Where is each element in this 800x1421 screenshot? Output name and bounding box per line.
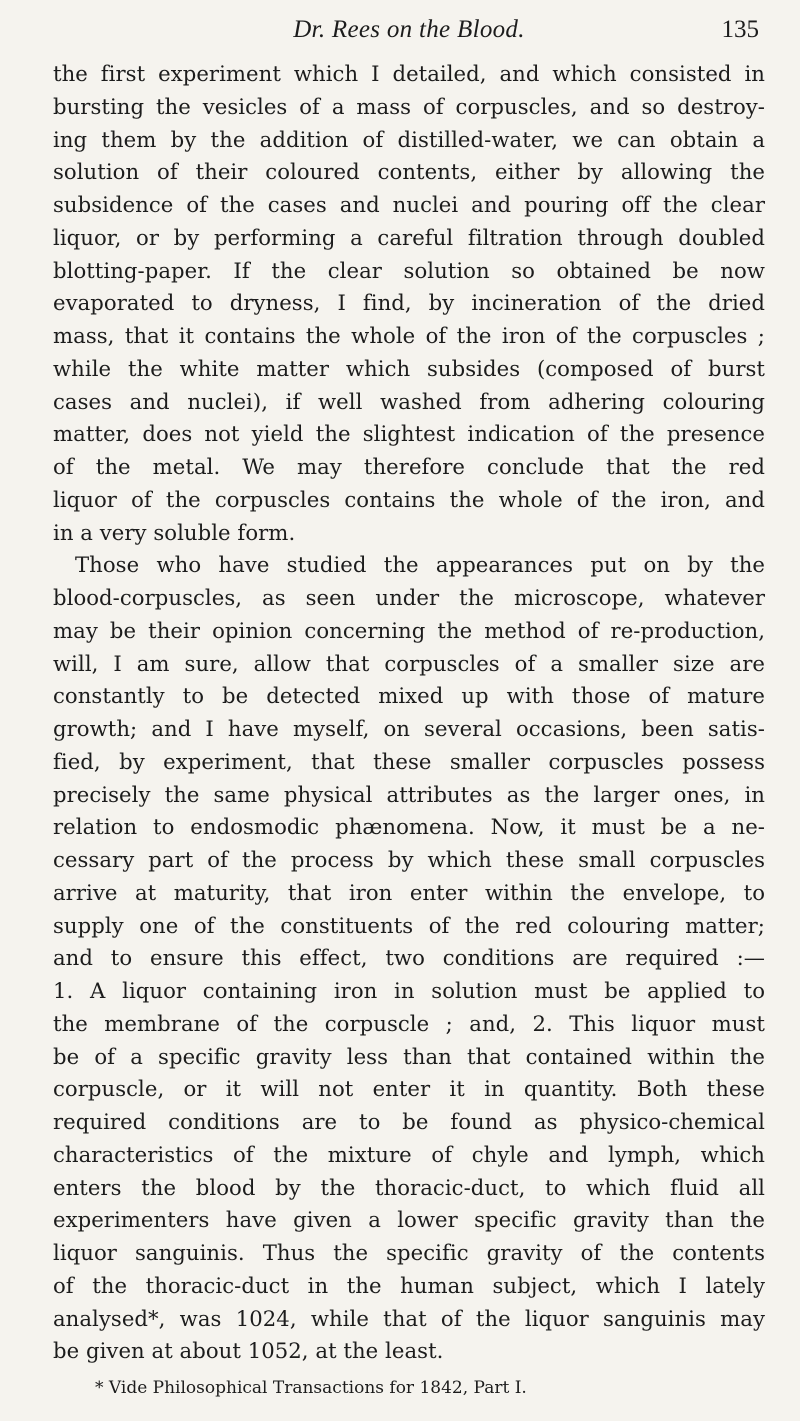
text-line: ing them by the addition of distilled-water, we can obtain a [53,126,765,152]
text-line: may be their opinion concerning the method of re-production, [53,617,765,643]
text-line: matter, does not yield the slightest indication of the presence [53,421,765,447]
text-line: blood-corpuscles, as seen under the microscope, whatever [53,585,765,610]
text-line: subsidence of the cases and nuclei and pouring off the clear [53,192,765,217]
text-line: cessary part of the process by which these small corpuscles [53,847,765,872]
text-line: relation to endosmodic phænomena. Now, it must be a ne- [53,814,765,840]
text-line: the first experiment which I detailed, and which consisted in [53,61,765,86]
text-line: while the white matter which subsides (composed of burst [53,355,765,381]
text-line: liquor, or by performing a careful filtration through doubled [53,224,765,250]
page-number: 135 [721,16,759,43]
text-line: of the thoracic-duct in the human subject, which I lately [53,1272,765,1298]
paragraph-end-line: be given at about 1052, at the least. [53,1338,444,1364]
text-line: analysed*, was 1024, while that of the liquor sanguinis may [53,1305,765,1331]
text-line: be of a specific gravity less than that contained within the [53,1043,765,1069]
text-line: required conditions are to be found as physico-chemical [53,1109,765,1134]
text-line: evaporated to dryness, I find, by incineration of the dried [53,290,765,316]
text-line: supply one of the constituents of the red colouring matter; [53,912,765,938]
text-line: characteristics of the mixture of chyle and lymph, which [53,1141,765,1167]
text-line: cases and nuclei), if well washed from adhering colouring [53,388,765,414]
text-line: bursting the vesicles of a mass of corpuscles, and so destroy- [53,93,765,119]
text-line: 1. A liquor containing iron in solution must be applied to [53,978,765,1003]
text-line: corpuscle, or it will not enter it in quantity. Both these [53,1076,765,1102]
paragraph-start-line: Those who have studied the appearances put on by the [75,552,765,578]
text-line: growth; and I have myself, on several occasions, been satis- [53,716,765,741]
running-title: Dr. Rees on the Blood. [293,16,525,43]
text-line: experimenters have given a lower specific gravity than the [53,1207,765,1233]
page [53,0,765,1400]
text-line: constantly to be detected mixed up with those of mature [53,683,765,709]
text-line: will, I am sure, allow that corpuscles of a smaller size are [53,650,765,676]
text-line: blotting-paper. If the clear solution so obtained be now [53,257,765,283]
text-line: enters the blood by the thoracic-duct, to which fluid all [53,1174,765,1200]
text-line: the membrane of the corpuscle ; and, 2. This liquor must [53,1010,765,1036]
body-text [53,58,765,1368]
text-line: fied, by experiment, that these smaller corpuscles possess [53,748,765,774]
text-line: solution of their coloured contents, either by allowing the [53,159,765,185]
text-line: mass, that it contains the whole of the iron of the corpuscles ; [53,323,765,348]
text-line: precisely the same physical attributes as the larger ones, in [53,781,765,807]
text-line: of the metal. We may therefore conclude that the red [53,454,765,479]
footnote: * Vide Philosophical Transactions for 1842, Part I. [95,1378,527,1398]
running-header [53,0,765,58]
text-line: liquor of the corpuscles contains the whole of the iron, and [53,486,765,512]
text-line: arrive at maturity, that iron enter within the envelope, to [53,879,765,905]
text-line: liquor sanguinis. Thus the specific gravity of the contents [53,1240,765,1265]
paragraph-end-line: in a very soluble form. [53,519,296,545]
text-line: and to ensure this effect, two conditions are required :— [53,945,765,971]
